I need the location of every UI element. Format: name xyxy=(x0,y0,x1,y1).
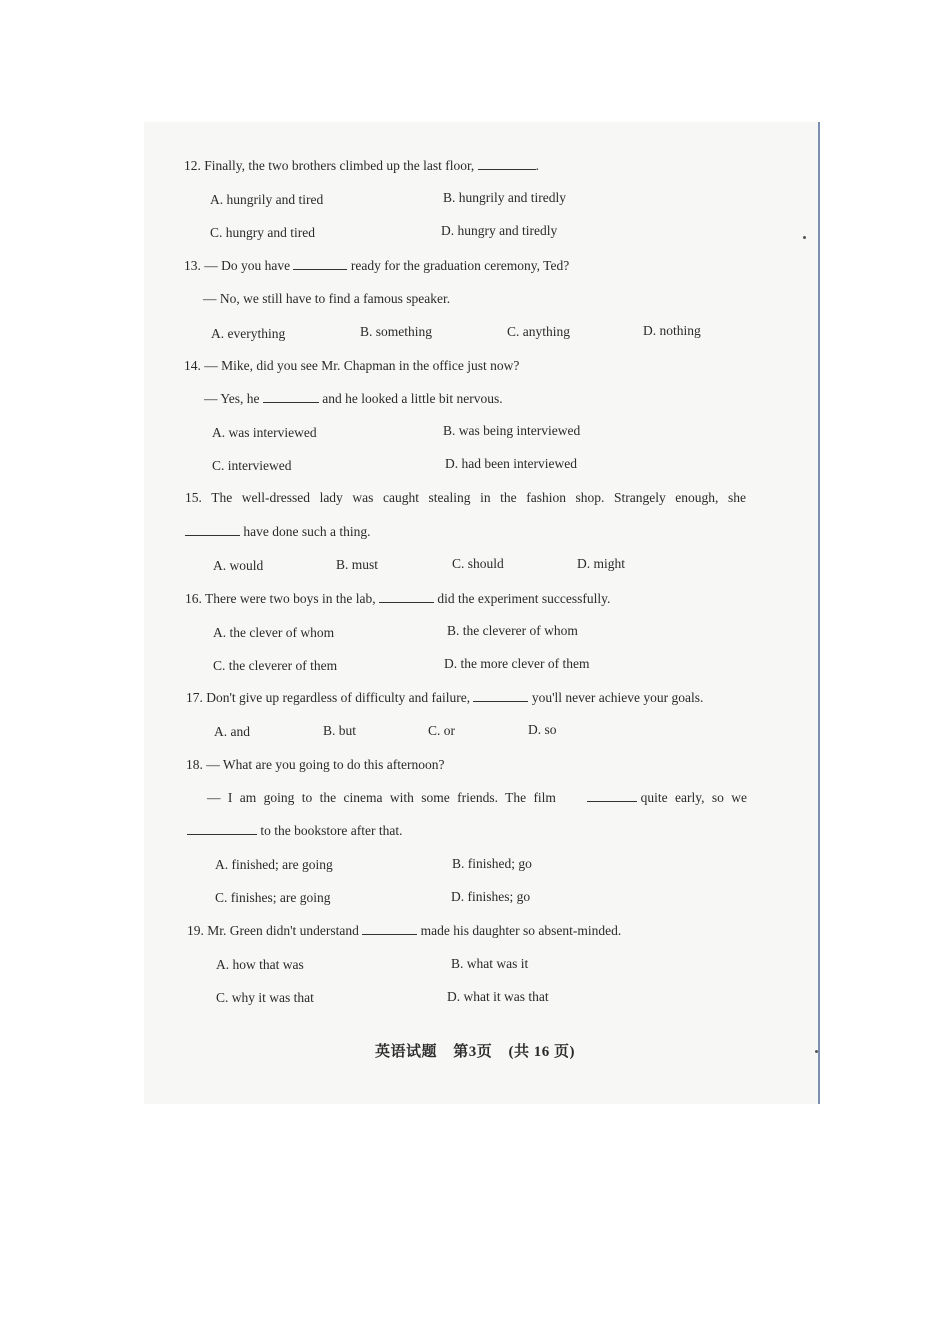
page-footer xyxy=(0,1040,950,1061)
scan-speck xyxy=(803,236,806,239)
question-16-option-d: D. the more clever of them xyxy=(444,656,590,671)
question-15-option-b: B. must xyxy=(336,557,379,572)
question-12-option-c: C. hungry and tired xyxy=(210,225,315,240)
question-16-option-a: A. the clever of whom xyxy=(213,625,335,640)
question-18-stem: 18. — What are you going to do this afternoon? xyxy=(186,757,445,772)
question-17-stem: 17. Don't give up regardless of difficulty and failure, you'll never achieve your goals. xyxy=(186,690,704,705)
question-14-option-b: B. was being interviewed xyxy=(443,423,581,438)
question-17-option-c: C. or xyxy=(428,723,455,738)
question-14-option-a: A. was interviewed xyxy=(212,425,317,440)
question-13-stem: 13. — Do you have ready for the graduation ceremony, Ted? xyxy=(184,258,570,273)
question-18-reply-line1: — I am going to the cinema with some friends. The film quite early, so we xyxy=(207,790,747,805)
question-16-stem: 16. There were two boys in the lab, did the experiment successfully. xyxy=(185,591,611,606)
question-14-option-c: C. interviewed xyxy=(212,458,292,473)
question-17-option-a: A. and xyxy=(214,724,250,739)
question-13-option-a: A. everything xyxy=(211,326,286,341)
question-16-option-b: B. the cleverer of whom xyxy=(447,623,578,638)
footer-total-pages: (共 16 页) xyxy=(508,1044,576,1060)
question-18-option-c: C. finishes; are going xyxy=(215,890,331,905)
question-17-option-d: D. so xyxy=(528,722,557,737)
question-13-option-b: B. something xyxy=(360,324,433,339)
question-16-option-c: C. the cleverer of them xyxy=(213,658,338,673)
question-19-stem: 19. Mr. Green didn't understand made his daughter so absent-minded. xyxy=(187,923,622,938)
footer-page-number: 第3页 xyxy=(453,1044,493,1060)
question-19-option-c: C. why it was that xyxy=(216,990,314,1005)
question-14-option-d: D. had been interviewed xyxy=(445,456,577,471)
question-18-reply-line2: to the bookstore after that. xyxy=(187,823,402,839)
question-15-option-d: D. might xyxy=(577,556,626,571)
question-15-stem-line2: have done such a thing. xyxy=(185,524,370,540)
footer-title: 英语试题 xyxy=(374,1044,437,1060)
question-18-option-d: D. finishes; go xyxy=(451,889,531,904)
question-15-stem-line1: 15. The well-dressed lady was caught stealing in the fashion shop. Strangely enough, she xyxy=(185,490,746,505)
question-17-option-b: B. but xyxy=(323,723,357,738)
scan-edge xyxy=(818,122,820,1104)
question-12-option-b: B. hungrily and tiredly xyxy=(443,190,566,205)
question-18-option-b: B. finished; go xyxy=(452,856,532,871)
question-12-option-a: A. hungrily and tired xyxy=(210,192,324,207)
question-19-option-b: B. what was it xyxy=(451,956,529,971)
question-12-option-d: D. hungry and tiredly xyxy=(441,223,558,238)
question-15-option-a: A. would xyxy=(213,558,264,573)
question-14-reply: — Yes, he and he looked a little bit nervous. xyxy=(204,391,503,406)
question-12-stem: 12. Finally, the two brothers climbed up the last floor, . xyxy=(184,158,540,173)
question-14-stem: 14. — Mike, did you see Mr. Chapman in the office just now? xyxy=(184,358,520,373)
question-19-option-d: D. what it was that xyxy=(447,989,549,1004)
question-19-option-a: A. how that was xyxy=(216,957,304,972)
question-15-option-c: C. should xyxy=(452,556,504,571)
question-18-option-a: A. finished; are going xyxy=(215,857,333,872)
question-13-option-d: D. nothing xyxy=(643,323,701,338)
question-13-reply: — No, we still have to find a famous speaker. xyxy=(203,291,451,306)
question-13-option-c: C. anything xyxy=(507,324,570,339)
